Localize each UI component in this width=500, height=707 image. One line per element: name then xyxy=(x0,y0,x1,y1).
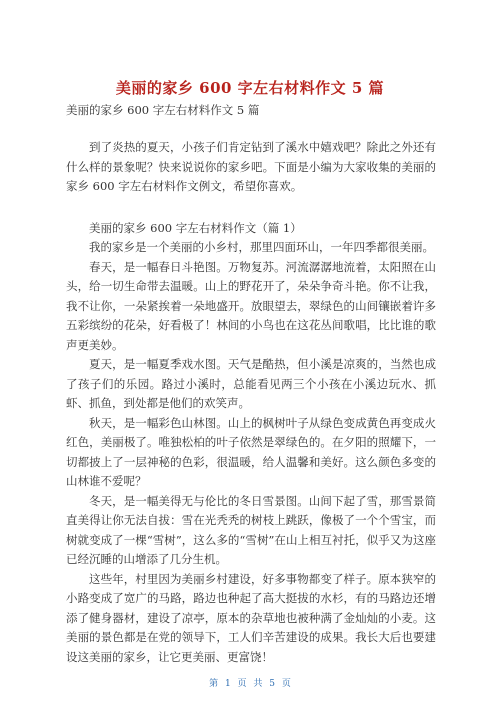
section-heading: 美丽的家乡 600 字左右材料作文（篇 1） xyxy=(89,220,302,235)
body-paragraph: 秋天，是一幅彩色山林图。山上的枫树叶子从绿色变成黄色再变成火红色，美丽极了。唯独松柏的叶子依然是翠绿色的。在夕阳的照耀下，一切都披上了一层神秘的色彩，很温暖，给人温馨和美好。这么颜色多变的山林谁不爱呢？ xyxy=(66,415,436,488)
body-paragraph: 春天，是一幅春日斗艳图。万物复苏。河流潺潺地流着，太阳照在山头，给一切生命带去温暖。山上的野花开了，朵朵争奇斗艳。你不让我，我不让你，一朵紧挨着一朵地盛开。放眼望去，翠绿色的山间镶嵌着许多五彩缤纷的花朵，好看极了！林间的小鸟也在这花丛间歌唱，比比谁的歌声更美妙。 xyxy=(66,259,436,352)
body-paragraph: 我的家乡是一个美丽的小乡村，那里四面环山，一年四季都很美丽。 xyxy=(89,240,434,254)
body-paragraph: 这些年，村里因为美丽乡村建设，好多事物都变了样子。原本狭窄的小路变成了宽广的马路，路边也种起了高大挺拔的水杉，有的马路边还增添了健身器材，建设了凉亭，原本的杂草地也被种满了金灿灿的小麦。这美丽的景色都是在党的领导下，工人们辛苦建设的成果。我长大后也要建设这美丽的家乡，让它更美丽、更富饶！ xyxy=(66,571,436,664)
document-subtitle: 美丽的家乡 600 字左右材料作文 5 篇 xyxy=(66,103,260,117)
body-paragraph: 冬天，是一幅美得无与伦比的冬日雪景图。山间下起了雪，那雪景简直美得让你无法自拔：雪在光秃秃的树枝上跳跃，像极了一个个雪宝，而树就变成了一棵“雪树”，这么多的“雪树”在山上相互衬托，似乎又为这座已经沉睡的山增添了几分生机。 xyxy=(66,493,436,566)
intro-paragraph: 到了炎热的夏天，小孩子们肯定钻到了溪水中嬉戏吧？除此之外还有什么样的景象呢？快来说说你的家乡吧。下面是小编为大家收集的美丽的家乡 600 字左右材料作文例文，希望你喜欢。 xyxy=(66,140,436,193)
page-indicator: 第 1 页 共 5 页 xyxy=(209,679,291,689)
body-paragraph: 夏天，是一幅夏季戏水图。天气是酷热，但小溪是凉爽的，当然也成了孩子们的乐园。路过小溪时，总能看见两三个小孩在小溪边玩水、抓虾、抓鱼，到处都是他们的欢笑声。 xyxy=(66,357,436,410)
document-title: 美丽的家乡 600 字左右材料作文 5 篇 xyxy=(115,79,385,97)
document-body xyxy=(66,138,436,667)
